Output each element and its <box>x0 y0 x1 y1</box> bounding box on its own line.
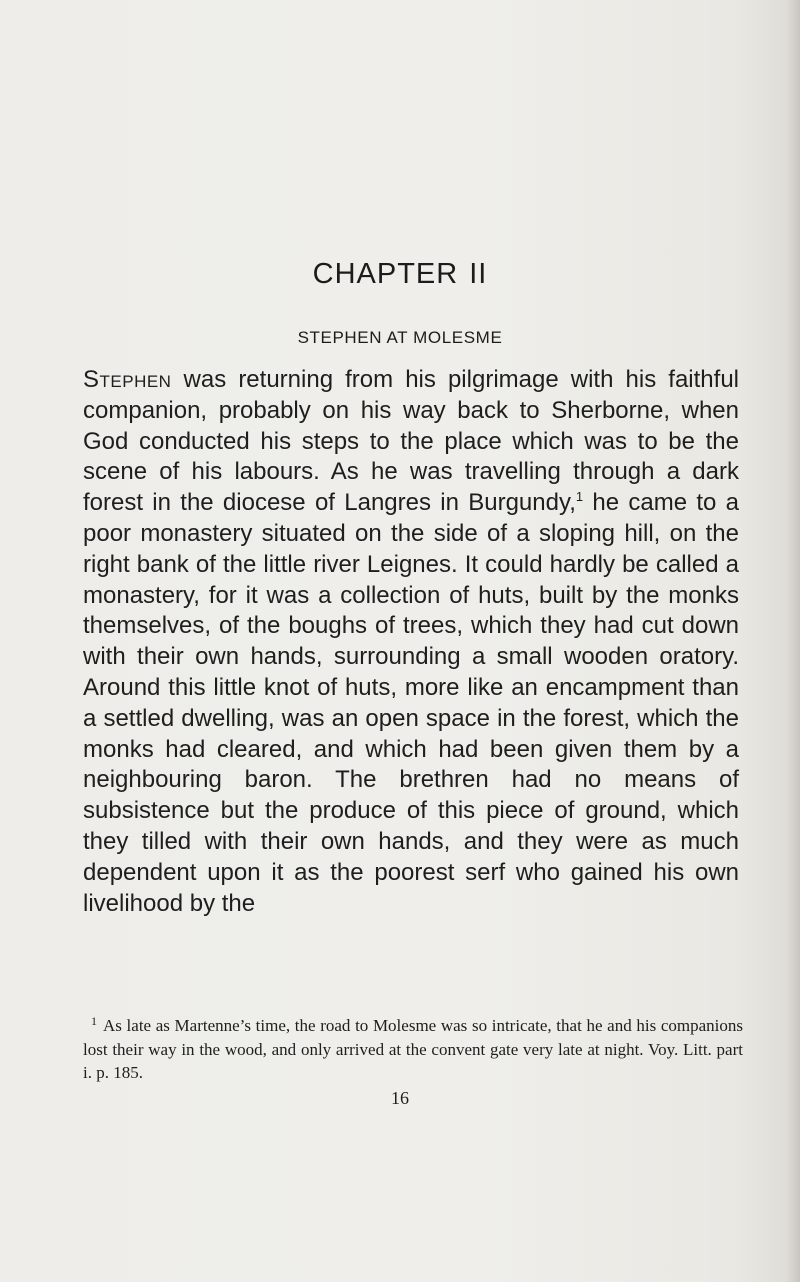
footnote-marker: 1 <box>91 1014 97 1028</box>
chapter-subtitle: STEPHEN AT MOLESME <box>297 328 503 347</box>
footnote-reference: 1 <box>575 489 584 505</box>
lead-word: Stephen <box>83 366 172 393</box>
body-text-part-1: was returning from his pilgrimage with his faithful companion, probably on his way back to Sherborne, when God conducted his steps to the place which was to be the scene of his labours. As he was travelling through a dark forest in the diocese of Langres in Burgundy, <box>83 366 739 517</box>
page-number: 16 <box>391 1088 409 1108</box>
footnote <box>83 1014 743 1085</box>
body-paragraph <box>83 365 739 919</box>
chapter-title: CHAPTER II <box>312 258 488 290</box>
footnote-text: As late as Martenne’s time, the road to Molesme was so intricate, that he and his companions lost their way in the wood, and only arrived at the convent gate very late at night. Voy. Litt. part i. p. 185. <box>83 1016 743 1082</box>
body-text-part-2: he came to a poor monastery situated on the side of a sloping hill, on the right bank of the little river Leignes. It could hardly be called a monastery, for it was a collection of huts, built by the monks themselves, of the boughs of trees, which they had cut down with their own hands, surrounding a small wooden oratory. Around this little knot of huts, more like an encampment than a settled dwelling, was an open space in the forest, which the monks had cleared, and which had been given them by a neighbouring baron. The brethren had no means of subsistence but the produce of this piece of ground, which they tilled with their own hands, and they were as much dependent upon it as the poorest serf who gained his own livelihood by the <box>83 489 740 917</box>
